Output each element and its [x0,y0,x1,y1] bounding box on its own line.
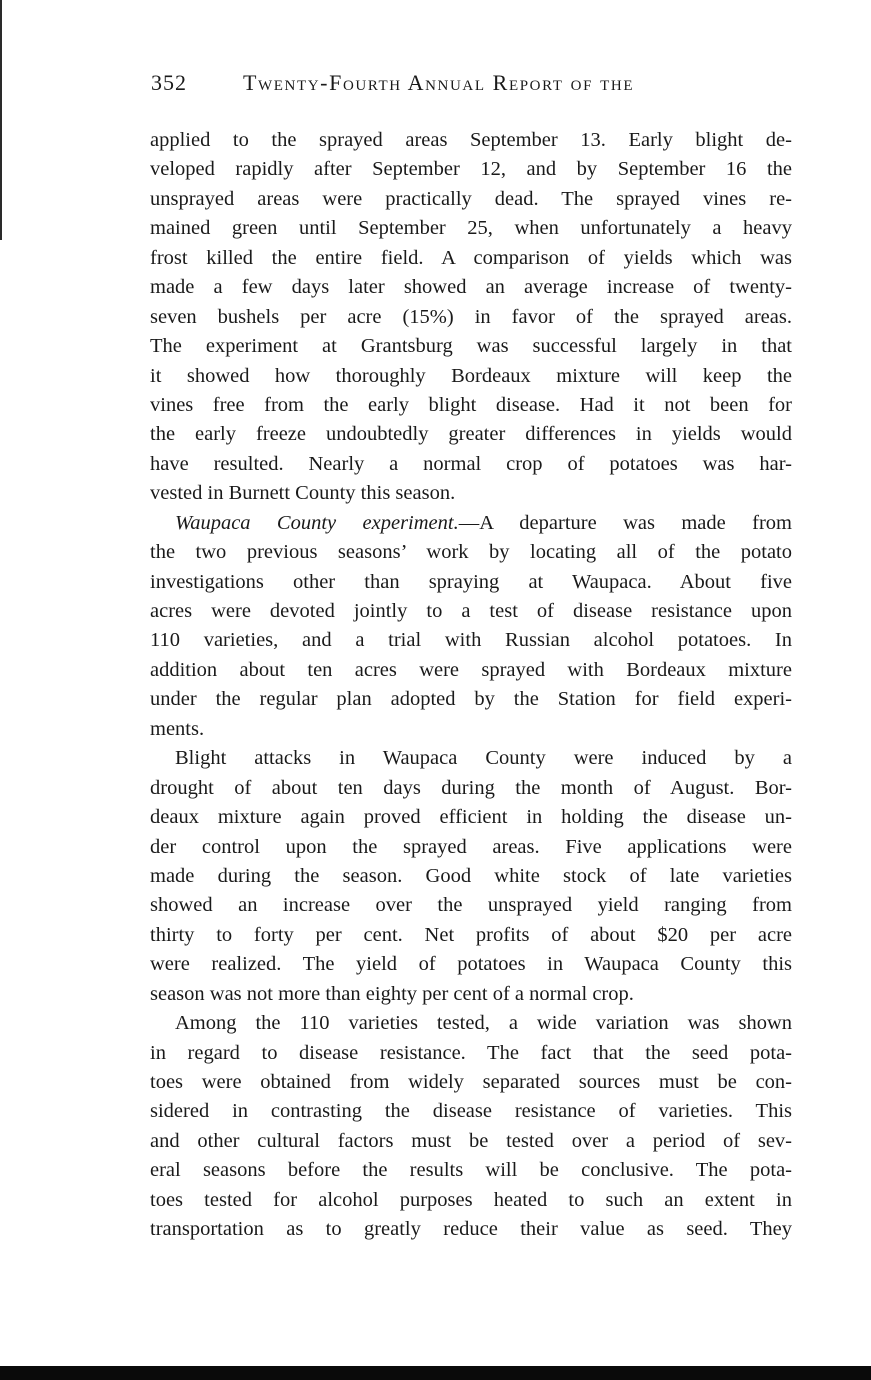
text-line: seven bushels per acre (15%) in favor of the sprayed areas. [150,305,792,328]
text-line: Blight attacks in Waupaca County were induced by a [175,747,792,770]
text-line: have resulted. Nearly a normal crop of potatoes was har- [150,452,792,475]
text-line: the two previous seasons’ work by locating all of the potato [150,541,792,564]
scan-bottom-border [0,1366,871,1380]
text-line: veloped rapidly after September 12, and by September 16 the [150,158,792,181]
paragraph [150,1009,792,1245]
text-line: thirty to forty per cent. Net profits of about $20 per acre [150,923,792,946]
text-line [150,509,792,538]
text-line: the early freeze undoubtedly greater differences in yields would [150,423,792,446]
paragraph [150,744,792,1009]
text-line: applied to the sprayed areas September 13. Early blight de- [150,129,792,151]
text-run: —A departure was made from [458,511,792,534]
text-line: eral seasons before the results will be conclusive. The pota- [150,1159,792,1182]
section-heading: Waupaca County experiment. [175,511,459,534]
text-line: The experiment at Grantsburg was successful largely in that [150,335,792,358]
text-line: made a few days later showed an average increase of twenty- [150,276,792,299]
text-line: under the regular plan adopted by the Station for field experi- [150,688,792,711]
text-line: 110 varieties, and a trial with Russian alcohol potatoes. In [150,629,792,652]
text-line: mained green until September 25, when unfortunately a heavy [150,217,792,240]
text-line: drought of about ten days during the month of August. Bor- [150,776,792,799]
text-line: in regard to disease resistance. The fact that the seed pota- [150,1041,792,1064]
text-line: vested in Burnett County this season. [150,482,456,505]
page-header [151,70,791,110]
text-line: and other cultural factors must be tested over a period of sev- [150,1129,792,1152]
page-edge-shadow [0,0,2,240]
text-line: it showed how thoroughly Bordeaux mixture will keep the [150,364,792,387]
text-line: acres were devoted jointly to a test of disease resistance upon [150,600,792,622]
text-line: unsprayed areas were practically dead. The sprayed vines re- [150,187,792,210]
text-line: addition about ten acres were sprayed with Bordeaux mixture [150,658,792,681]
paragraph [150,509,792,745]
text-line: were realized. The yield of potatoes in Waupaca County this [150,953,792,976]
text-line: toes tested for alcohol purposes heated to such an extent in [150,1188,792,1211]
text-line: vines free from the early blight disease. Had it not been for [150,393,792,416]
text-line: deaux mixture again proved efficient in holding the disease un- [150,806,792,829]
text-line: der control upon the sprayed areas. Five applications were [150,835,792,858]
text-line: transportation as to greatly reduce their value as seed. They [150,1218,792,1241]
running-head: Twenty-Fourth Annual Report of the [243,70,635,95]
body-text [150,126,792,1245]
text-line: Among the 110 varieties tested, a wide variation was shown [175,1012,792,1035]
page-number: 352 [151,70,187,95]
text-line: toes were obtained from widely separated sources must be con- [150,1071,792,1093]
text-line: made during the season. Good white stock of late varieties [150,864,792,887]
text-line: season was not more than eighty per cent of a normal crop. [150,982,634,1005]
text-line: sidered in contrasting the disease resistance of varieties. This [150,1100,792,1123]
text-line: frost killed the entire field. A comparison of yields which was [150,246,792,269]
paragraph [150,126,792,509]
text-line: ments. [150,717,205,740]
text-line: investigations other than spraying at Waupaca. About five [150,570,792,593]
text-line: showed an increase over the unsprayed yield ranging from [150,894,792,917]
